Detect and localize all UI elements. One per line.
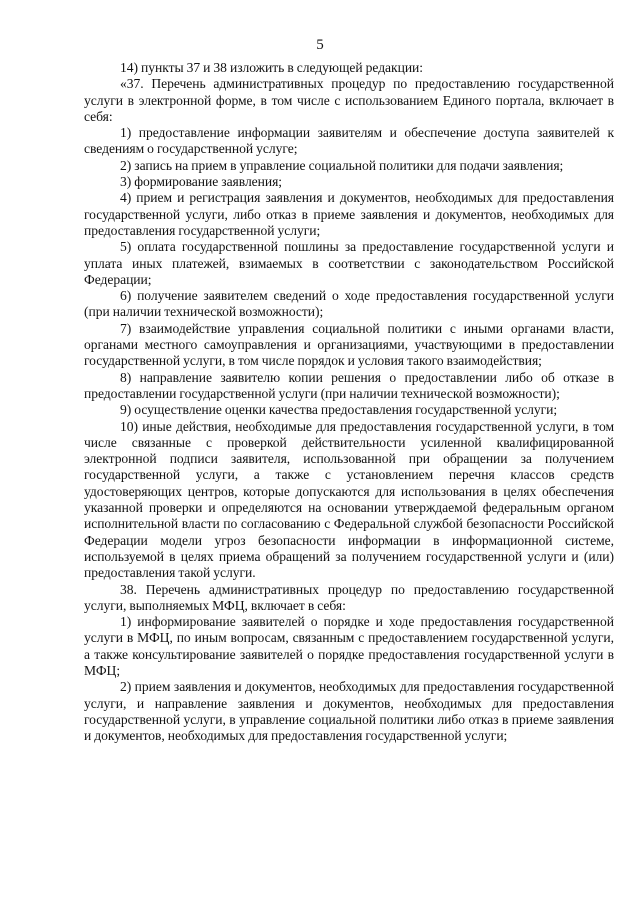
paragraph-37-item-10: 10) иные действия, необходимые для предоставления государственной услуги, в том числе связанные с проверкой действительности усиленной квалифицированной электронной подписи заявителя, использованной при обращении за получением государственной услуги, а также с установлением перечня классов средств удостоверяющих центров, которые допускаются для использования в целях обеспечения указанной проверки и определяются на основании утверждаемой федеральным органом исполнительной власти по согласованию с Федеральной службой безопасности Российской Федерации модели угроз безопасности информации в информационной системе, используемой в целях приема обращений за получением государственной услуги и (или) предоставления такой услуги. [84,418,614,581]
document-body [84,60,614,744]
paragraph-37-item-7: 7) взаимодействие управления социальной политики с иными органами власти, органами местного самоуправления и организациями, участвующими в предоставлении государственной услуги, в том числе порядок и условия такого взаимодействия; [84,320,614,369]
paragraph-37-item-8: 8) направление заявителю копии решения о предоставлении либо об отказе в предоставлении государственной услуги (при наличии технической возможности); [84,369,614,401]
page-number: 5 [316,37,324,53]
paragraph-38-item-2: 2) прием заявления и документов, необходимых для предоставления государственной услуги, и направление заявления и документов, необходимых для предоставления государственной услуги, в управление социальной политики либо отказ в приеме заявления и документов, необходимых для предоставления государственной услуги; [84,679,614,744]
paragraph-37-item-3: 3) формирование заявления; [120,174,283,190]
paragraph-37-item-5: 5) оплата государственной пошлины за предоставление государственной услуги и уплата иных платежей, взимаемых в соответствии с законодательством Российской Федерации; [84,239,614,287]
paragraph-37-item-6: 6) получение заявителем сведений о ходе предоставления государственной услуги (при наличии технической возможности); [84,288,614,320]
paragraph-37-item-1: 1) предоставление информации заявителям и обеспечение доступа заявителей к сведениям о государственной услуге; [84,125,614,157]
paragraph-item-14: 14) пункты 37 и 38 изложить в следующей редакции: [120,60,424,75]
paragraph-38-item-1: 1) информирование заявителей о порядке и ходе предоставления государственной услуги в МФЦ, по иным вопросам, связанным с предоставлением государственной услуги, а также консультирование заявителей о порядке предоставления государственной услуги в МФЦ; [84,614,614,678]
paragraph-37-item-4: 4) прием и регистрация заявления и документов, необходимых для предоставления государственной услуги, либо отказ в приеме заявления и документов, необходимых для предоставления государственной услуги; [84,190,614,238]
paragraph-38-intro: 38. Перечень административных процедур по предоставлению государственной услуги, выполняемых МФЦ, включает в себя: [84,581,614,613]
paragraph-37-intro: «37. Перечень административных процедур по предоставлению государственной услуги в электронной форме, в том числе с использованием Единого портала, включает в себя: [84,76,614,124]
paragraph-37-item-2: 2) запись на прием в управление социальной политики для подачи заявления; [120,157,564,173]
paragraph-37-item-9: 9) осуществление оценки качества предоставления государственной услуги; [120,402,558,418]
